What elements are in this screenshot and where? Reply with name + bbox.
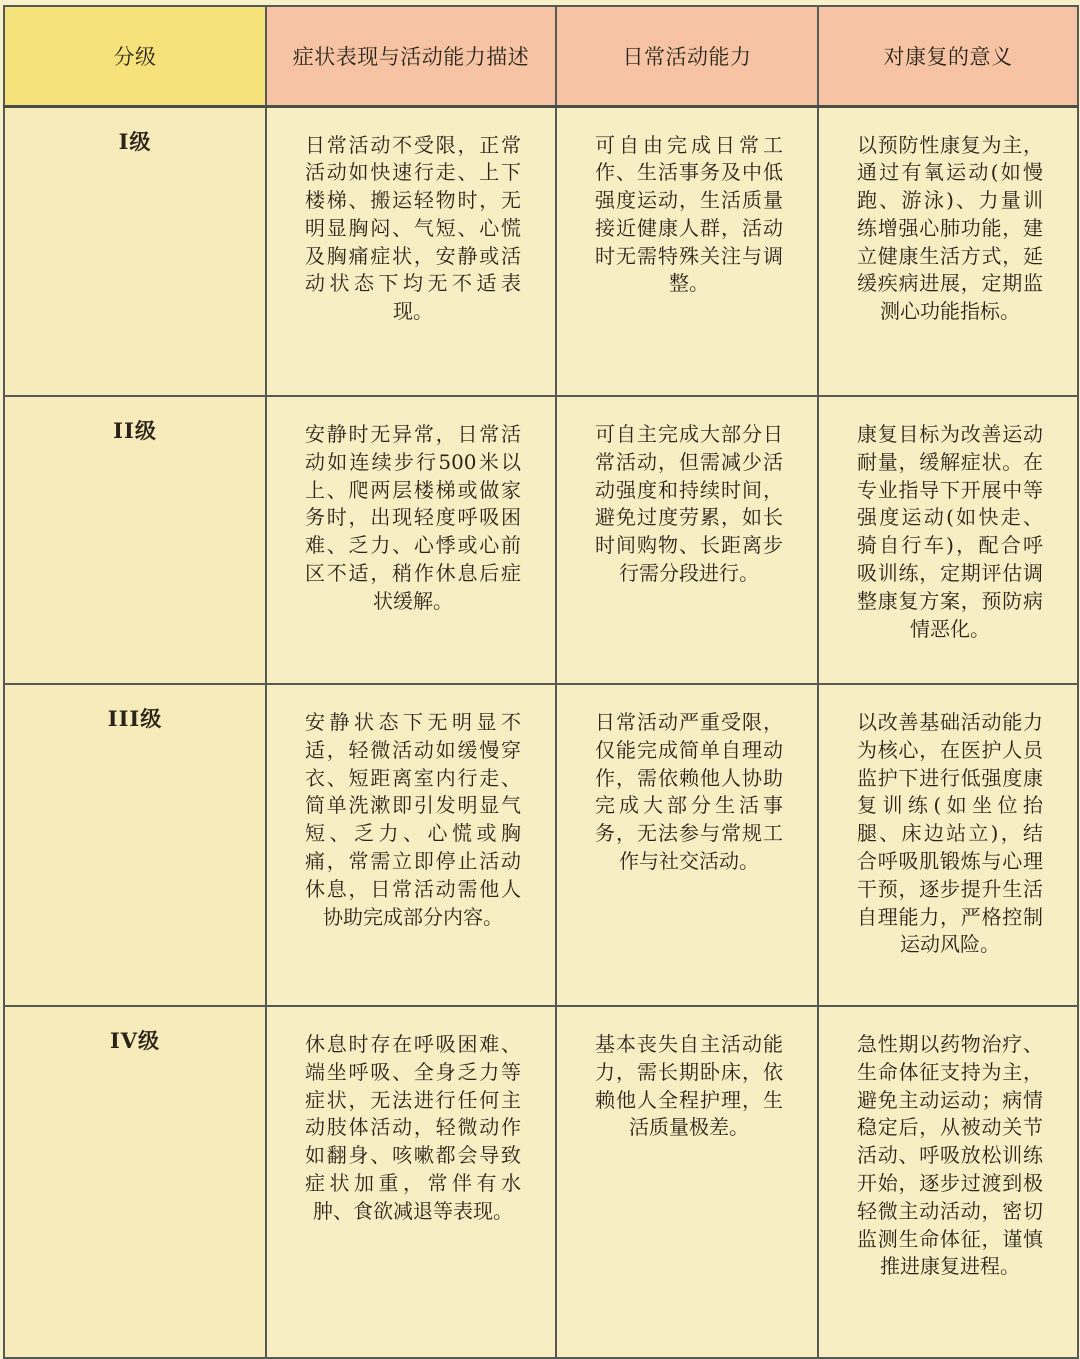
daily-ability-cell: 日常活动严重受限，仅能完成简单自理动作，需依赖他人协助完成大部分生活事务，无法参与常规工作与社交活动。 [556, 684, 818, 1006]
symptoms-cell: 安静时无异常，日常活动如连续步行500米以上、爬两层楼梯或做家务时，出现轻度呼吸困难、乏力、心悸或心前区不适，稍作休息后症状缓解。 [266, 396, 556, 684]
header-daily-ability: 日常活动能力 [556, 6, 818, 106]
daily-ability-cell: 可自由完成日常工作、生活事务及中低强度运动，生活质量接近健康人群，活动时无需特殊关注与调整。 [556, 106, 818, 396]
table-row-level-3 [4, 684, 1078, 1006]
rehab-meaning-cell: 以预防性康复为主，通过有氧运动(如慢跑、游泳)、力量训练增强心肺功能，建立健康生活方式，延缓疾病进展，定期监测心功能指标。 [818, 106, 1078, 396]
daily-ability-cell: 可自主完成大部分日常活动，但需减少活动强度和持续时间，避免过度劳累，如长时间购物、长距离步行需分段进行。 [556, 396, 818, 684]
heart-function-grading-table [3, 5, 1079, 1359]
level-cell: I级 [4, 106, 266, 396]
symptoms-cell: 休息时存在呼吸困难、端坐呼吸、全身乏力等症状，无法进行任何主动肢体活动，轻微动作如翻身、咳嗽都会导致症状加重，常伴有水肿、食欲减退等表现。 [266, 1006, 556, 1358]
table-row-level-1 [4, 106, 1078, 396]
level-cell: II级 [4, 396, 266, 684]
symptoms-cell: 日常活动不受限，正常活动如快速行走、上下楼梯、搬运轻物时，无明显胸闷、气短、心慌及胸痛症状，安静或活动状态下均无不适表现。 [266, 106, 556, 396]
rehab-meaning-cell: 以改善基础活动能力为核心，在医护人员监护下进行低强度康复训练(如坐位抬腿、床边站立)，结合呼吸肌锻炼与心理干预，逐步提升生活自理能力，严格控制运动风险。 [818, 684, 1078, 1006]
table-body [4, 106, 1078, 1358]
daily-ability-cell: 基本丧失自主活动能力，需长期卧床，依赖他人全程护理，生活质量极差。 [556, 1006, 818, 1358]
table-row-level-4 [4, 1006, 1078, 1358]
header-level: 分级 [4, 6, 266, 106]
header-rehab-meaning: 对康复的意义 [818, 6, 1078, 106]
level-cell: IV级 [4, 1006, 266, 1358]
table-header [4, 6, 1078, 106]
table-row-level-2 [4, 396, 1078, 684]
header-symptoms: 症状表现与活动能力描述 [266, 6, 556, 106]
level-cell: III级 [4, 684, 266, 1006]
symptoms-cell: 安静状态下无明显不适，轻微活动如缓慢穿衣、短距离室内行走、简单洗漱即引发明显气短、乏力、心慌或胸痛，常需立即停止活动休息，日常活动需他人协助完成部分内容。 [266, 684, 556, 1006]
rehab-meaning-cell: 康复目标为改善运动耐量，缓解症状。在专业指导下开展中等强度运动(如快走、骑自行车)，配合呼吸训练，定期评估调整康复方案，预防病情恶化。 [818, 396, 1078, 684]
rehab-meaning-cell: 急性期以药物治疗、生命体征支持为主，避免主动运动；病情稳定后，从被动关节活动、呼吸放松训练开始，逐步过渡到极轻微主动活动，密切监测生命体征，谨慎推进康复进程。 [818, 1006, 1078, 1358]
header-row [4, 6, 1078, 106]
